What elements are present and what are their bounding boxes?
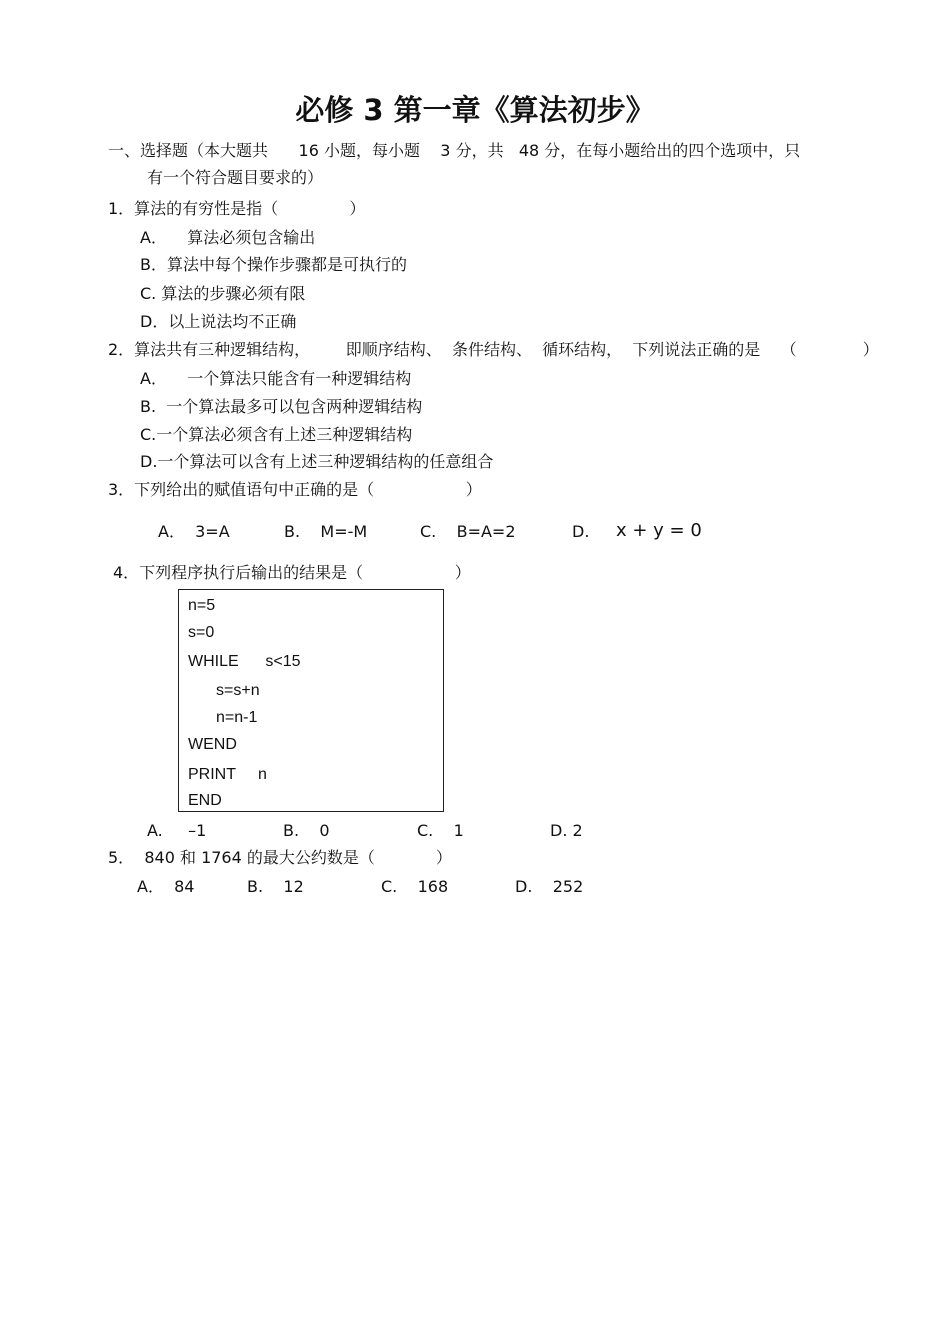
question-4-stem: 4．下列程序执行后输出的结果是（ ）: [113, 563, 471, 582]
question-1-option-d: D．以上说法均不正确: [140, 312, 297, 331]
program-code-box: [178, 589, 444, 812]
code-line: n=n-1: [216, 709, 258, 726]
question-4-option-b: B. 0: [283, 821, 330, 840]
question-5-stem: 5． 840 和 1764 的最大公约数是（ ）: [108, 848, 452, 867]
code-line: END: [188, 792, 222, 809]
code-line: s=0: [188, 624, 215, 641]
code-line: WHILE s<15: [188, 653, 301, 670]
code-line: WEND: [188, 736, 237, 753]
question-1-option-a: A． 算法必须包含输出: [140, 228, 316, 247]
question-5-option-a: A． 84: [137, 877, 195, 896]
question-3-option-c: C. B=A=2: [420, 522, 516, 541]
question-1-option-b: B．算法中每个操作步骤都是可执行的: [140, 255, 407, 274]
question-3-option-a: A． 3=A: [158, 522, 230, 541]
question-3-option-d: D.: [572, 522, 590, 541]
question-1-option-c: C. 算法的步骤必须有限: [140, 284, 306, 303]
question-2-option-d: D.一个算法可以含有上述三种逻辑结构的任意组合: [140, 452, 494, 471]
question-4-option-c: C. 1: [417, 821, 464, 840]
question-2-option-a: A． 一个算法只能含有一种逻辑结构: [140, 369, 412, 388]
section-heading-line1: 一、选择题（本大题共 16 小题，每小题 3 分，共 48 分，在每小题给出的四个选项中，只: [108, 141, 801, 160]
question-5-option-c: C. 168: [381, 877, 449, 896]
code-line: n=5: [188, 597, 216, 614]
question-1-stem: 1．算法的有穷性是指（ ）: [108, 199, 366, 218]
code-line: PRINT n: [188, 766, 267, 783]
section-heading-line2: 有一个符合题目要求的）: [147, 168, 324, 187]
question-4-option-d: D. 2: [550, 821, 583, 840]
question-2-option-c: C.一个算法必须含有上述三种逻辑结构: [140, 425, 413, 444]
question-5-option-d: D. 252: [515, 877, 584, 896]
question-4-option-a: A. –1: [147, 821, 207, 840]
code-line: s=s+n: [216, 682, 260, 699]
question-2-stem: 2．算法共有三种逻辑结构， 即顺序结构、 条件结构、 循环结构， 下列说法正确的是 （ ）: [108, 340, 879, 359]
question-3-option-d-expression: x + y = 0: [616, 520, 702, 541]
question-3-option-b: B. M=-M: [284, 522, 368, 541]
question-2-option-b: B. 一个算法最多可以包含两种逻辑结构: [140, 397, 423, 416]
page-title: 必修 3 第一章《算法初步》: [295, 93, 655, 127]
question-5-option-b: B. 12: [247, 877, 304, 896]
question-3-stem: 3．下列给出的赋值语句中正确的是（ ）: [108, 480, 482, 499]
